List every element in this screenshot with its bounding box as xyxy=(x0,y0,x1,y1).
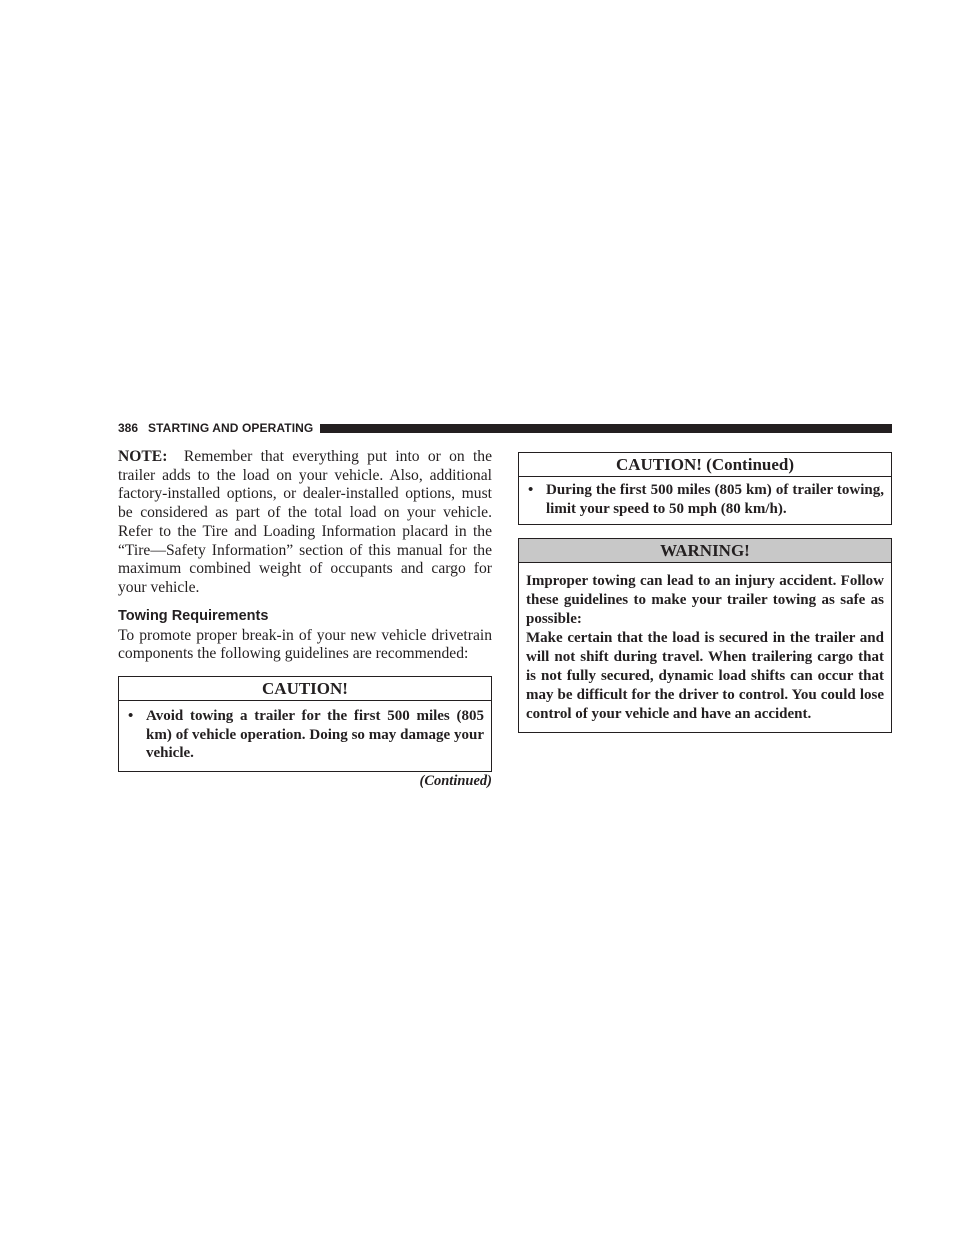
header-rule xyxy=(320,424,892,433)
caution-continued-title: CAUTION! (Continued) xyxy=(519,453,891,477)
page-header xyxy=(118,420,892,436)
caution-continued-box xyxy=(518,452,892,525)
caution-title: CAUTION! xyxy=(119,677,491,701)
continued-label: (Continued) xyxy=(419,773,492,790)
section-title: STARTING AND OPERATING xyxy=(148,421,314,435)
caution-continued-body xyxy=(519,477,891,524)
warning-title: WARNING! xyxy=(519,539,891,563)
warning-paragraph-1: Improper towing can lead to an injury accident. Follow these guidelines to make your trailer towing as safe as possible: xyxy=(526,573,884,628)
warning-box xyxy=(518,538,892,732)
towing-requirements-heading: Towing Requirements xyxy=(118,607,269,624)
caution-body xyxy=(119,701,491,771)
intro-paragraph: To promote proper break-in of your new vehicle drivetrain components the following guidelines are recommended: xyxy=(118,626,492,663)
caution-bullet xyxy=(126,707,484,763)
note-paragraph xyxy=(118,448,492,598)
left-column xyxy=(118,448,492,790)
right-column xyxy=(518,452,892,733)
warning-paragraph-2: Make certain that the load is secured in the trailer and will not shift during travel. When trailering cargo that is not fully secured, dynamic load shifts can occur that may be difficult for the driver to control. You could lose control of your vehicle and have an accident. xyxy=(526,630,884,722)
page-number: 386 xyxy=(118,421,139,435)
caution-continued-bullet xyxy=(526,481,884,518)
note-label: NOTE: xyxy=(118,448,168,465)
caution-box xyxy=(118,676,492,772)
bullet-dot-icon: • xyxy=(528,482,534,498)
bullet-dot-icon: • xyxy=(128,708,134,725)
caution-continued-bullet-text: During the first 500 miles (805 km) of trailer towing, limit your speed to 50 mph (80 km/h). xyxy=(546,482,884,517)
note-text: Remember that everything put into or on the trailer adds to the load on your vehicle. Also, additional factory-installed options, or dealer-installed options, must be considered as part of the total load on your vehicle. Refer to the Tire and Loading Information placard in the “Tire—Safety Information” section of this manual for the maximum combined weight of occupants and cargo for your vehicle. xyxy=(118,448,492,596)
warning-body xyxy=(519,563,891,731)
caution-bullet-text: Avoid towing a trailer for the first 500 miles (805 km) of vehicle operation. Doing so may damage your vehicle. xyxy=(146,708,484,762)
